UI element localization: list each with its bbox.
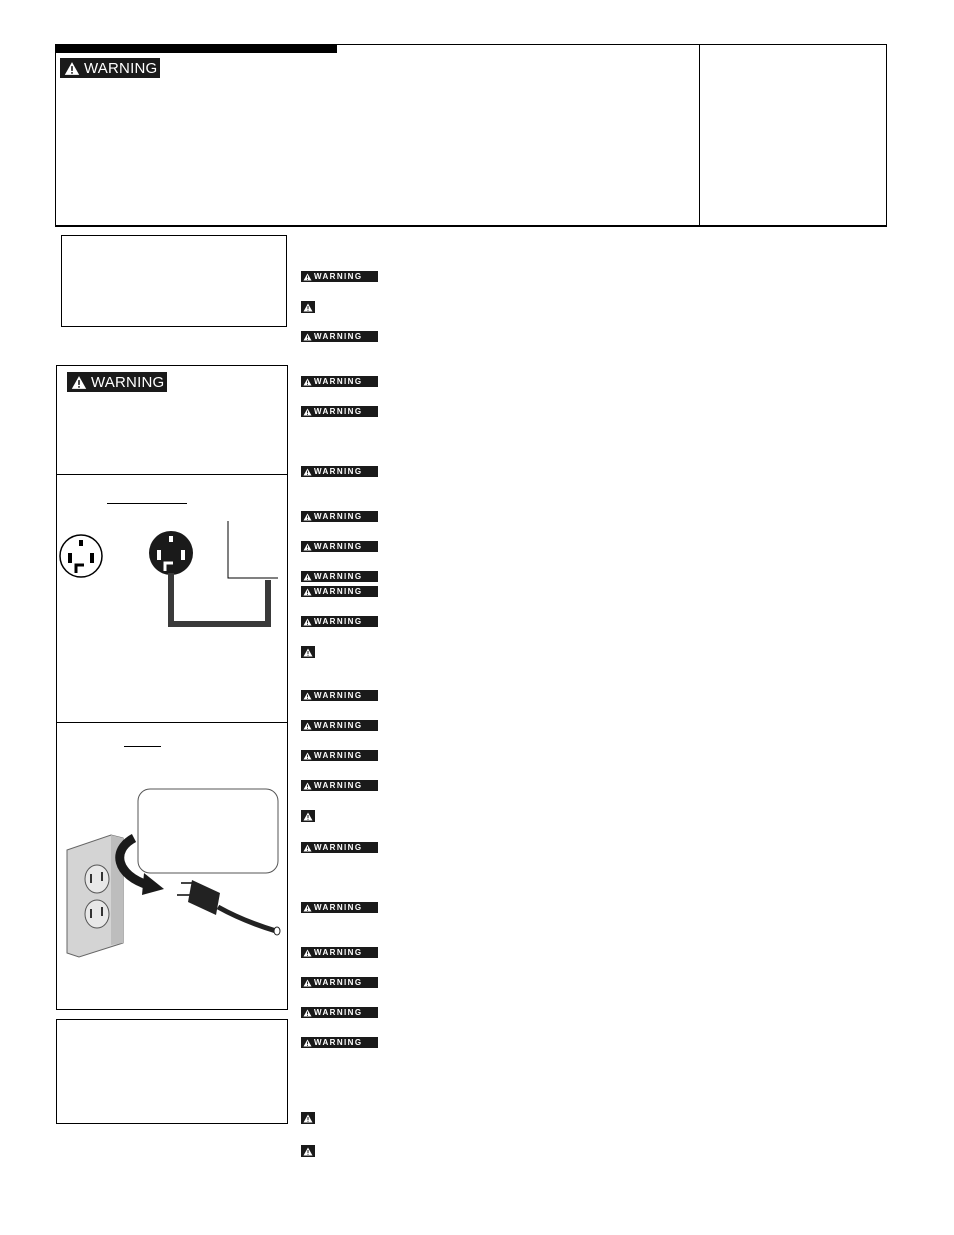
warning-badge xyxy=(301,947,378,958)
top-warning-label xyxy=(60,58,160,78)
warning-triangle-badge xyxy=(301,810,315,822)
warning-badge xyxy=(301,977,378,988)
warning-badge-text: WARNING xyxy=(314,751,363,760)
warning-badge-text: WARNING xyxy=(314,512,363,521)
warning-badge-text: WARNING xyxy=(314,721,363,730)
warning-triangle-icon xyxy=(303,303,313,312)
warning-triangle-icon xyxy=(303,1009,312,1017)
warning-label-text: WARNING xyxy=(91,373,165,391)
four-prong-receptacle-illustration xyxy=(56,515,288,635)
warning-badge xyxy=(301,1007,378,1018)
warning-badge-text: WARNING xyxy=(314,377,363,386)
warning-badge-text: WARNING xyxy=(314,948,363,957)
warning-badge-text: WARNING xyxy=(314,467,363,476)
warning-triangle-icon xyxy=(303,618,312,626)
warning-badge xyxy=(301,720,378,731)
top-box-divider xyxy=(699,44,700,227)
warning-badge-text: WARNING xyxy=(314,978,363,987)
top-warning-box xyxy=(55,44,887,227)
plug-icon xyxy=(149,531,193,575)
warning-badge-text: WARNING xyxy=(314,332,363,341)
warning-badge xyxy=(301,750,378,761)
illustration-heading-rule-2 xyxy=(124,746,161,747)
warning-badge xyxy=(301,406,378,417)
plug-icon xyxy=(177,880,280,935)
warning-triangle-icon xyxy=(303,273,312,281)
warning-triangle-icon xyxy=(303,588,312,596)
warning-triangle-icon xyxy=(303,573,312,581)
warning-badge-text: WARNING xyxy=(314,691,363,700)
warning-triangle-icon xyxy=(303,692,312,700)
left-note-box-1 xyxy=(61,235,287,327)
warning-badge xyxy=(301,902,378,913)
warning-badge-text: WARNING xyxy=(314,903,363,912)
panel-divider-2 xyxy=(56,722,288,723)
warning-badge-text: WARNING xyxy=(314,781,363,790)
warning-triangle-icon xyxy=(64,61,80,76)
warning-badge-text: WARNING xyxy=(314,587,363,596)
illustration-heading-rule-1 xyxy=(107,503,187,504)
warning-triangle-icon xyxy=(303,408,312,416)
warning-badge xyxy=(301,541,378,552)
warning-triangle-icon xyxy=(303,378,312,386)
warning-badge xyxy=(301,271,378,282)
warning-triangle-icon xyxy=(303,468,312,476)
warning-triangle-icon xyxy=(303,752,312,760)
warning-triangle-icon xyxy=(303,979,312,987)
warning-badge xyxy=(301,331,378,342)
warning-triangle-icon xyxy=(303,648,313,657)
warning-badge xyxy=(301,376,378,387)
warning-badge xyxy=(301,466,378,477)
wall-outlet-icon xyxy=(67,835,123,957)
warning-badge-text: WARNING xyxy=(314,843,363,852)
warning-triangle-icon xyxy=(303,949,312,957)
warning-badge-text: WARNING xyxy=(314,1008,363,1017)
warning-triangle-badge xyxy=(301,1145,315,1157)
warning-badge-text: WARNING xyxy=(314,1038,363,1047)
warning-label-text: WARNING xyxy=(84,59,158,77)
warning-badge xyxy=(301,586,378,597)
warning-badge xyxy=(301,690,378,701)
warning-triangle-icon xyxy=(303,722,312,730)
top-header-bar xyxy=(55,44,337,53)
warning-badge xyxy=(301,1037,378,1048)
warning-triangle-icon xyxy=(303,543,312,551)
warning-badge-text: WARNING xyxy=(314,617,363,626)
warning-badge-text: WARNING xyxy=(314,407,363,416)
warning-triangle-icon xyxy=(303,1147,313,1156)
warning-triangle-icon xyxy=(303,782,312,790)
warning-triangle-icon xyxy=(303,844,312,852)
warning-triangle-icon xyxy=(71,375,87,390)
warning-triangle-icon xyxy=(303,1114,313,1123)
warning-triangle-icon xyxy=(303,812,313,821)
warning-badge xyxy=(301,842,378,853)
wall-outlet-illustration xyxy=(56,785,288,975)
warning-triangle-icon xyxy=(303,333,312,341)
warning-triangle-badge xyxy=(301,1112,315,1124)
left-note-box-2 xyxy=(56,1019,288,1124)
four-prong-receptacle-icon xyxy=(60,535,102,577)
panel-divider-1 xyxy=(56,474,288,475)
warning-triangle-icon xyxy=(303,904,312,912)
warning-badge-text: WARNING xyxy=(314,542,363,551)
warning-triangle-icon xyxy=(303,1039,312,1047)
warning-badge xyxy=(301,511,378,522)
warning-badge-text: WARNING xyxy=(314,572,363,581)
warning-badge xyxy=(301,780,378,791)
warning-badge-text: WARNING xyxy=(314,272,363,281)
warning-badge xyxy=(301,571,378,582)
warning-triangle-icon xyxy=(303,513,312,521)
panel-warning-label xyxy=(67,372,167,392)
warning-badge xyxy=(301,616,378,627)
warning-triangle-badge xyxy=(301,301,315,313)
warning-triangle-badge xyxy=(301,646,315,658)
